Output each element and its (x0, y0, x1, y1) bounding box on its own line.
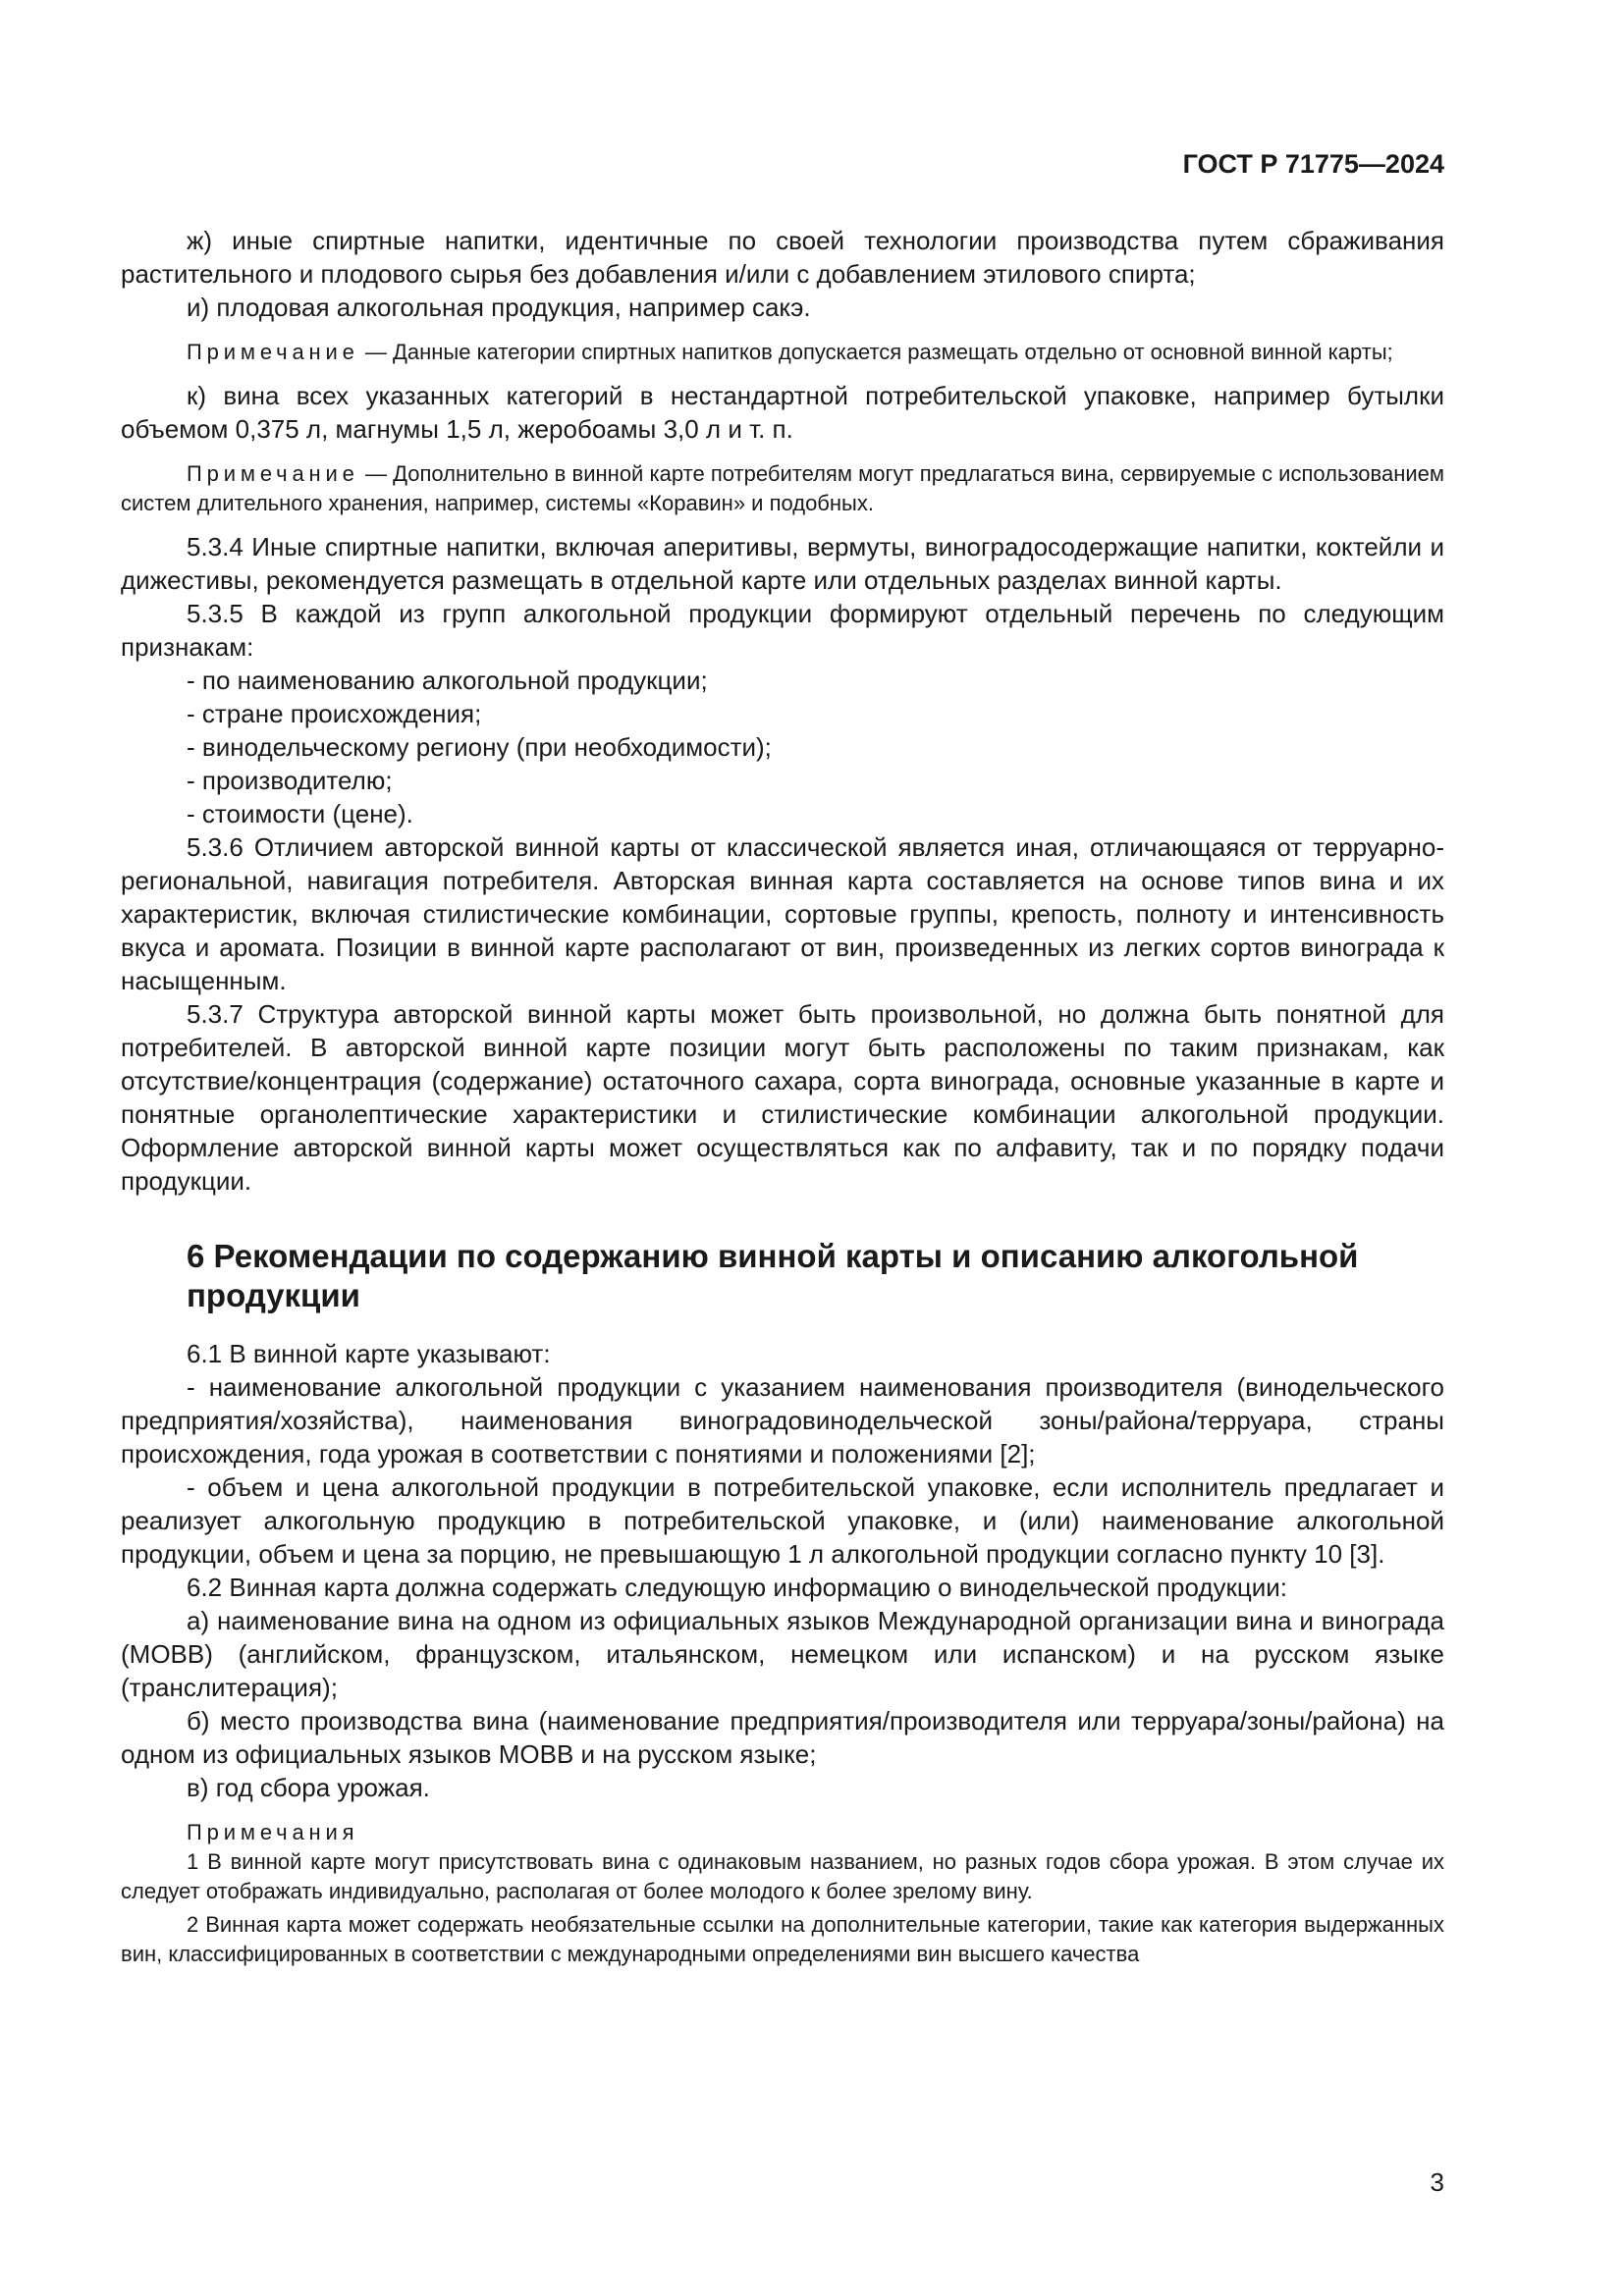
page-body (121, 224, 1444, 1969)
list-item: - стоимости (цене). (187, 799, 413, 828)
clause-5-3-5: 5.3.5 В каждой из групп алкогольной продукции формируют отдельный перечень по следующим признакам: (121, 599, 1444, 662)
item-k: к) вина всех указанных категорий в нестандартной потребительской упаковке, например бутылки объемом 0,375 л, магнумы 1,5 л, жеробоамы 3,0 л и т. п. (121, 381, 1444, 444)
clause-6-2-b: б) место производства вина (наименование предприятия/производителя или терруара/зоны/района) на одном из официальных языков МОВВ и на русском языке; (121, 1706, 1444, 1769)
note-2-text: — Дополнительно в винной карте потребителям могут предлагаться вина, сервируемые с использованием систем длительного хранения, например, системы «Коравин» и подобных. (121, 461, 1444, 515)
note-1 (121, 338, 1444, 367)
notes-label: Примечания (187, 1820, 359, 1844)
note-item-2: 2 Винная карта может содержать необязательные ссылки на дополнительные категории, такие как категория выдержанных вин, классифицированных в соответствии с международными определениями вин высшего качества (121, 1912, 1444, 1966)
page-number: 3 (1430, 2167, 1444, 2197)
list-item: - по наименованию алкогольной продукции; (187, 666, 708, 695)
clause-6-2: 6.2 Винная карта должна содержать следующую информацию о винодельческой продукции: (187, 1573, 1288, 1602)
clause-5-3-7: 5.3.7 Структура авторской винной карты может быть произвольной, но должна быть понятной для потребителей. В авторской винной карте позиции могут быть расположены по таким признакам, как отсутствие/концентрация (содержание) остаточного сахара, сорта винограда, основные указанные в карте и понятные органолептические характеристики и стилистические комбинации алкогольной продукции. Оформление авторской винной карты может осуществляться как по алфавиту, так и по порядку подачи продукции. (121, 999, 1444, 1196)
clause-6-1-item-1: - наименование алкогольной продукции с указанием наименования производителя (винодельческого предприятия/хозяйства), наименования виноградовинодельческой зоны/района/терруара, страны происхождения, года урожая в соответствии с понятиями и положениями [2]; (121, 1372, 1444, 1468)
note-2 (121, 459, 1444, 518)
section-6-title: 6 Рекомендации по содержанию винной карты и описанию алкогольной продукции (187, 1238, 1359, 1313)
clause-5-3-4: 5.3.4 Иные спиртные напитки, включая аперитивы, вермуты, виноградосодержащие напитки, коктейли и дижестивы, рекомендуется размещать в отдельной карте или отдельных разделах винной карты. (121, 532, 1444, 595)
list-item: - стране происхождения; (187, 699, 482, 728)
list-item: - винодельческому региону (при необходимости); (187, 732, 772, 762)
clause-6-2-a: а) наименование вина на одном из официальных языков Международной организации вина и винограда (МОВВ) (английском, французском, итальянском, немецком или испанском) и на русском языке (транслитерация); (121, 1606, 1444, 1702)
clause-6-1-item-2: - объем и цена алкогольной продукции в потребительской упаковке, если исполнитель предлагает и реализует алкогольную продукцию в потребительской упаковке, и (или) наименование алкогольной продукции, объем и цена за порцию, не превышающую 1 л алкогольной продукции согласно пункту 10 [3]. (121, 1472, 1444, 1569)
list-item: - производителю; (187, 766, 393, 795)
clause-6-2-v: в) год сбора урожая. (187, 1773, 430, 1802)
note-1-text: — Данные категории спиртных напитков допускается размещать отдельно от основной винной карты; (358, 340, 1393, 364)
clause-5-3-6: 5.3.6 Отличием авторской винной карты от классической является иная, отличающаяся от терруарно-региональной, навигация потребителя. Авторская винная карта составляется на основе типов вина и их характеристик, включая стилистические комбинации, сортовые группы, крепость, полноту и интенсивность вкуса и аромата. Позиции в винной карте располагают от вин, произведенных из легких сортов винограда к насыщенным. (121, 832, 1444, 995)
note-2-label: Примечание (187, 461, 359, 486)
item-zh: ж) иные спиртные напитки, идентичные по своей технологии производства путем сбраживания растительного и плодового сырья без добавления и/или с добавлением этилового спирта; (121, 226, 1444, 289)
clause-6-1: 6.1 В винной карте указывают: (187, 1339, 551, 1368)
document-id: ГОСТ Р 71775—2024 (1182, 149, 1444, 179)
note-item-1: 1 В винной карте могут присутствовать вина с одинаковым названием, но разных годов сбора урожая. В этом случае их следует отображать индивидуально, располагая от более молодого к более зрелому вину. (121, 1849, 1444, 1903)
note-1-label: Примечание (187, 340, 359, 364)
item-i: и) плодовая алкогольная продукция, например сакэ. (187, 293, 811, 322)
